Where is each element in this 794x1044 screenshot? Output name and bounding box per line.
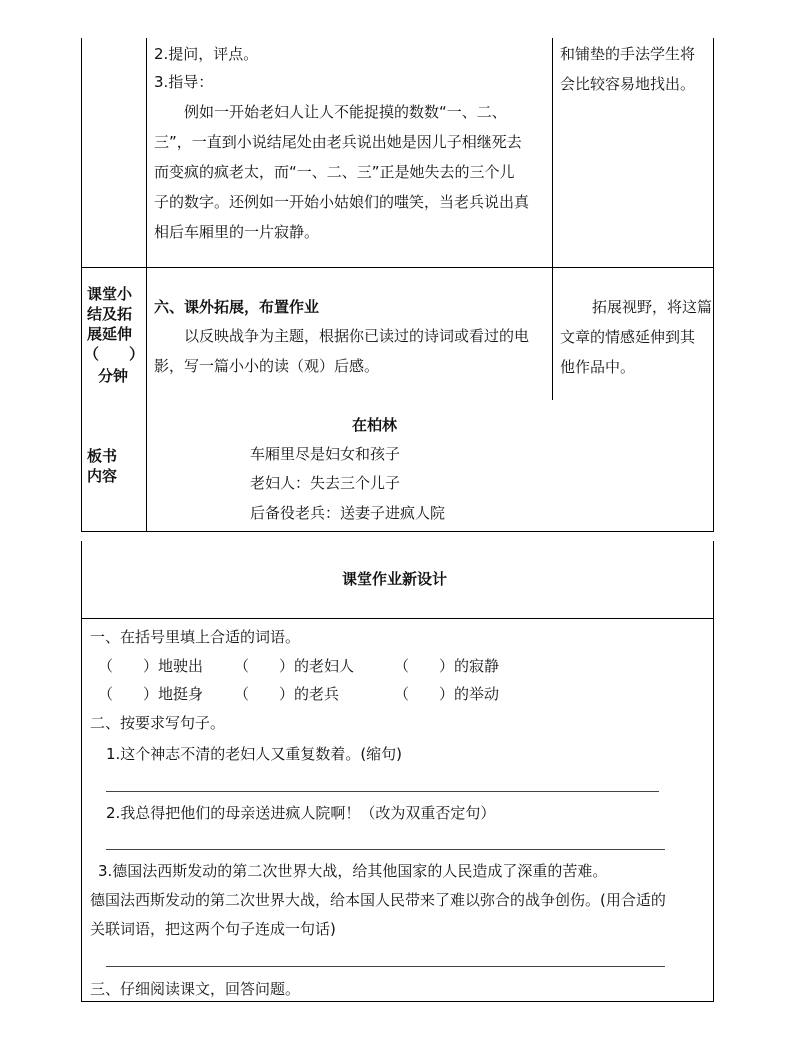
summary-label-line: 分钟 (98, 367, 129, 385)
homework-title-divider (81, 618, 714, 619)
summary-label-line: （ ） (84, 345, 145, 363)
guide-paragraph-line: 例如一开始老妇人让人不能捉摸的数数“一、二、 (184, 103, 507, 121)
table-column-divider (146, 38, 147, 532)
table-column-divider (552, 38, 553, 400)
q3-heading: 三、仔细阅读课文，回答问题。 (90, 980, 301, 998)
board-label-line: 内容 (87, 467, 118, 485)
q2-item: 1.这个神志不清的老妇人又重复数着。(缩句) (106, 745, 403, 763)
guide-step-2: 2.提问，评点。 (154, 45, 259, 63)
intent-line: 和铺垫的手法学生将 (560, 45, 696, 63)
table-border-left (81, 38, 82, 532)
section6-intent-line: 拓展视野，将这篇 (592, 298, 713, 316)
guide-step-3: 3.指导： (154, 73, 214, 91)
section6-intent-line: 文章的情感延伸到其 (560, 328, 696, 346)
homework-border-left (81, 541, 82, 1002)
board-line: 老妇人：失去三个儿子 (250, 474, 401, 492)
q1-blank: （ ）的寂静 (394, 657, 500, 675)
answer-line[interactable] (106, 849, 665, 850)
intent-line: 会比较容易地找出。 (560, 75, 696, 93)
q1-blank: （ ）地驶出 (98, 657, 204, 675)
table-row-divider (81, 267, 714, 268)
q1-blank: （ ）的举动 (394, 685, 500, 703)
summary-label-line: 课堂小 (87, 285, 133, 303)
guide-paragraph-line: 三”，一直到小说结尾处由老兵说出她是因儿子相继死去 (154, 133, 522, 151)
guide-paragraph-line: 而变疯的疯老太，而“一、二、三”正是她失去的三个儿 (154, 163, 515, 181)
section6-line: 影，写一篇小小的读（观）后感。 (154, 357, 380, 375)
q1-blank: （ ）的老兵 (234, 685, 340, 703)
section6-intent-line: 他作品中。 (560, 358, 636, 376)
answer-line[interactable] (106, 791, 659, 792)
guide-paragraph-line: 子的数字。还例如一开始小姑娘们的嗤笑，当老兵说出真 (154, 193, 530, 211)
homework-title: 课堂作业新设计 (342, 570, 448, 588)
homework-border-bottom (81, 1001, 714, 1002)
section6-line: 以反映战争为主题，根据你已读过的诗词或看过的电 (184, 327, 530, 345)
table-border-bottom (81, 531, 714, 532)
board-title: 在柏林 (352, 416, 398, 434)
board-label-line: 板书 (87, 447, 118, 465)
board-line: 车厢里尽是妇女和孩子 (250, 445, 401, 463)
q2-item: 德国法西斯发动的第二次世界大战，给本国人民带来了难以弥合的战争创伤。(用合适的 (90, 891, 666, 909)
q2-item: 关联词语，把这两个句子连成一句话) (90, 920, 336, 938)
answer-line[interactable] (106, 966, 665, 967)
homework-border-right (713, 541, 714, 1002)
q2-heading: 二、按要求写句子。 (90, 714, 226, 732)
guide-paragraph-line: 相后车厢里的一片寂静。 (154, 223, 320, 241)
q1-heading: 一、在括号里填上合适的词语。 (90, 628, 301, 646)
q2-item: 2.我总得把他们的母亲送进疯人院啊！（改为双重否定句） (106, 804, 496, 822)
board-line: 后备役老兵：送妻子进疯人院 (250, 504, 446, 522)
summary-label-line: 结及拓 (87, 305, 133, 323)
section6-heading: 六、课外拓展，布置作业 (154, 298, 320, 316)
q1-blank: （ ）地挺身 (98, 685, 204, 703)
q2-item: 3.德国法西斯发动的第二次世界大战，给其他国家的人民造成了深重的苦难。 (98, 862, 608, 880)
q1-blank: （ ）的老妇人 (234, 657, 355, 675)
summary-label-line: 展延伸 (87, 325, 133, 343)
table-border-right (713, 38, 714, 532)
